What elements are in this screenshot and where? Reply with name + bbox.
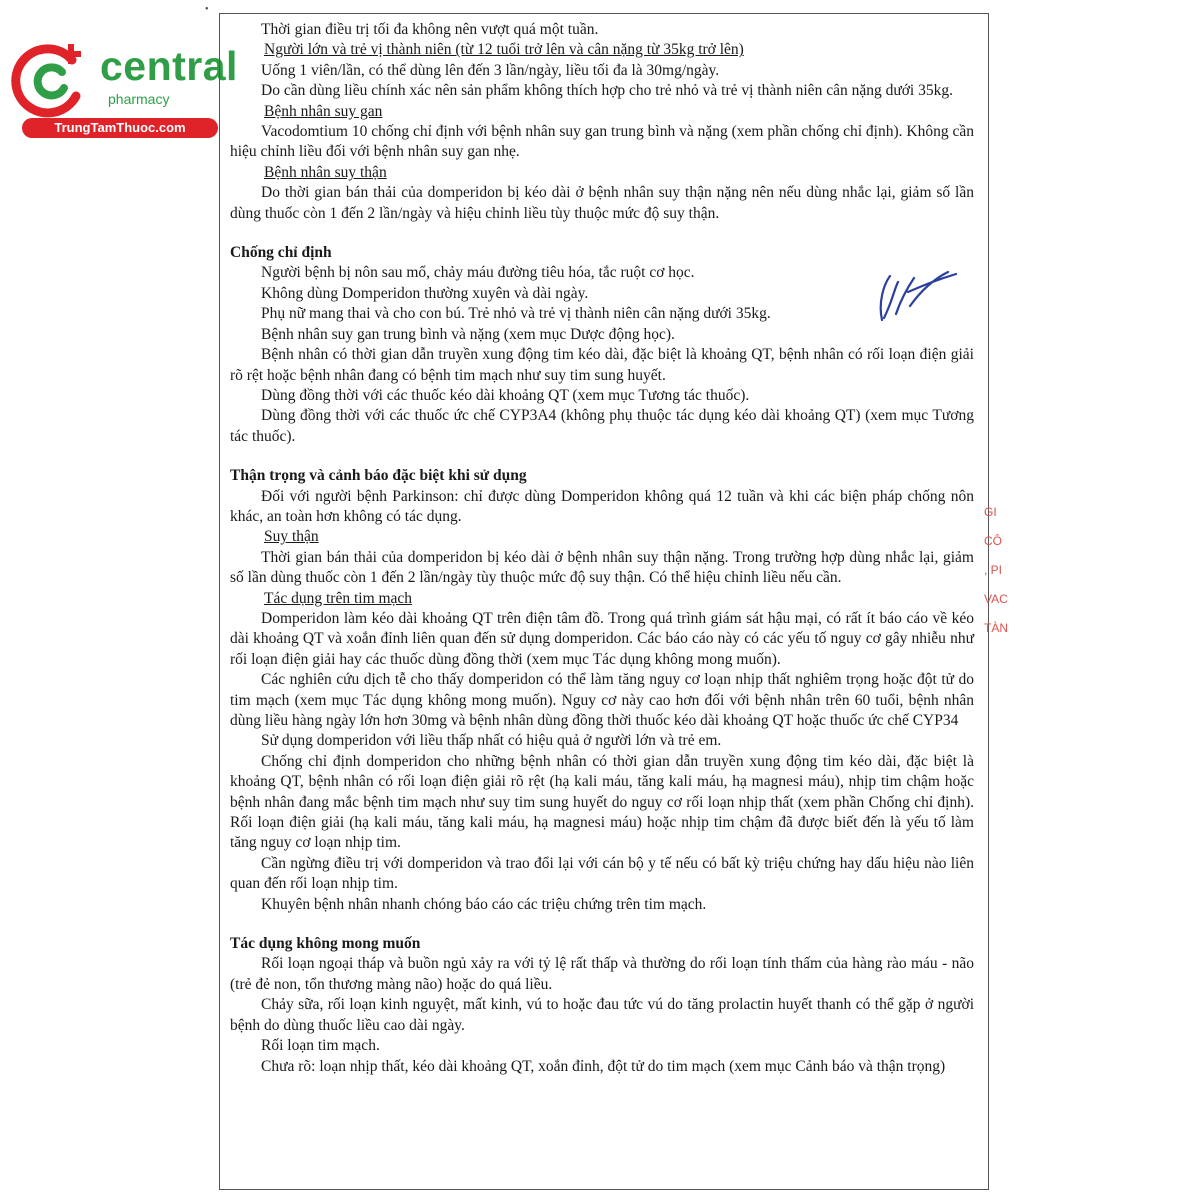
brand-subtitle: pharmacy (108, 91, 170, 107)
paragraph: Rối loạn tim mạch. (261, 1037, 380, 1055)
brand-name: central (100, 43, 238, 89)
paragraph: Do cần dùng liều chính xác nên sản phẩm không thích hợp cho trẻ nhỏ và trẻ vị thành niên cân nặng dưới 35kg. (261, 82, 953, 100)
stamp-fragment: VAC (984, 592, 1008, 606)
paragraph: Vacodomtium 10 chống chỉ định với bệnh nhân suy gan trung bình và nặng (xem phần chống chỉ định). Không cần hiệu chỉnh liều đối với bệnh nhân suy gan nhẹ. (230, 123, 974, 161)
scan-mark: • (205, 4, 209, 15)
paragraph: Dùng đồng thời với các thuốc kéo dài khoảng QT (xem mục Tương tác thuốc). (261, 386, 750, 404)
paragraph: Uống 1 viên/lần, có thể dùng lên đến 3 lần/ngày, liều tối đa là 30mg/ngày. (261, 61, 720, 79)
paragraph: Chảy sữa, rối loạn kinh nguyệt, mất kinh, vú to hoặc đau tức vú do tăng prolactin huyết thanh có thể gặp ở người bệnh do dùng thuốc liều cao dài ngày. (230, 996, 974, 1034)
red-stamp-edge (984, 498, 1012, 648)
paragraph: Người bệnh bị nôn sau mổ, chảy máu đường tiêu hóa, tắc ruột cơ học. (261, 264, 695, 282)
paragraph: Bệnh nhân suy gan trung bình và nặng (xem mục Dược động học). (261, 325, 675, 343)
paragraph: Dùng đồng thời với các thuốc ức chế CYP3A4 (không phụ thuộc tác dụng kéo dài khoảng QT) (xem mục Tương tác thuốc). (230, 407, 974, 445)
paragraph: Khuyên bệnh nhân nhanh chóng báo cáo các triệu chứng trên tim mạch. (261, 895, 707, 913)
paragraph: Thời gian bán thải của domperidon bị kéo dài ở bệnh nhân suy thận nặng. Trong trường hợp dùng nhắc lại, giảm số lần dùng thuốc còn 1 đến 2 lần/ngày tùy thuộc mức độ suy thận. Có thể hiệu chỉnh liều nếu cần. (230, 548, 974, 587)
paragraph: Sử dụng domperidon với liều thấp nhất có hiệu quả ở người lớn và trẻ em. (261, 732, 722, 750)
subsection-heading: Bệnh nhân suy thận (264, 163, 387, 181)
subsection-heading: Người lớn và trẻ vị thành niên (từ 12 tuổi trở lên và cân nặng từ 35kg trở lên) (264, 41, 744, 59)
paragraph: Không dùng Domperidon thường xuyên và dài ngày. (261, 284, 589, 302)
handwritten-signature-icon (870, 262, 960, 326)
stamp-fragment: GI (984, 505, 997, 519)
section-heading: Tác dụng không mong muốn (230, 935, 421, 953)
paragraph: Do thời gian bán thải của domperidon bị kéo dài ở bệnh nhân suy thận nặng nên nếu dùng nhắc lại, giảm số lần dùng thuốc còn 1 đến 2 lần/ngày và hiệu chỉnh liều tùy thuộc mức độ suy thận. (230, 184, 974, 222)
section-heading: Chống chỉ định (230, 244, 332, 262)
pharmacy-cross-icon (10, 38, 92, 120)
paragraph: Các nghiên cứu dịch tễ cho thấy domperidon có thể làm tăng nguy cơ loạn nhịp thất nghiêm trọng hoặc đột tử do tim mạch (xem mục Tác dụng không mong muốn). Nguy cơ này cao hơn đối với bệnh nhân trên 60 tuổi, bệnh nhân dùng liều hàng ngày lớn hơn 30mg và bệnh nhân dùng đồng thời thuốc kéo dài khoảng QT hoặc thuốc ức chế CYP34 (230, 671, 974, 729)
stamp-fragment: CÔ (984, 534, 1002, 548)
paragraph: Đối với người bệnh Parkinson: chỉ được dùng Domperidon không quá 12 tuần và khi các biện pháp chống nôn khác, an toàn hơn không có tác dụng. (230, 487, 974, 525)
document-body (230, 20, 974, 1077)
paragraph: Chưa rõ: loạn nhịp thất, kéo dài khoảng QT, xoắn đỉnh, đột tử do tim mạch (xem mục Cảnh báo và thận trọng) (261, 1057, 946, 1075)
paragraph: Cần ngừng điều trị với domperidon và trao đổi lại với cán bộ y tế nếu có bất kỳ triệu chứng hay dấu hiệu nào liên quan đến rối loạn nhịp tim. (230, 854, 974, 893)
subsection-heading: Bệnh nhân suy gan (264, 102, 383, 120)
section-heading: Thận trọng và cảnh báo đặc biệt khi sử dụng (230, 467, 527, 485)
subsection-heading: Suy thận (264, 528, 319, 546)
subsection-heading: Tác dụng trên tim mạch (264, 589, 413, 607)
paragraph: Bệnh nhân có thời gian dẫn truyền xung động tim kéo dài, đặc biệt là khoảng QT, bệnh nhân có rối loạn điện giải rõ rệt hoặc bệnh nhân đang có bệnh tim mạch như suy tim sung huyết. (230, 346, 974, 384)
paragraph: Thời gian điều trị tối đa không nên vượt quá một tuần. (261, 21, 599, 38)
paragraph: Phụ nữ mang thai và cho con bú. Trẻ nhỏ và trẻ vị thành niên cân nặng dưới 35kg. (261, 305, 771, 323)
brand-logo[interactable] (10, 38, 238, 138)
stamp-fragment: , PI (984, 563, 1003, 577)
brand-website-badge[interactable]: TrungTamThuoc.com (22, 118, 218, 138)
paragraph: Domperidon làm kéo dài khoảng QT trên điện tâm đồ. Trong quá trình giám sát hậu mại, có rất ít báo cáo về kéo dài khoảng QT và xoắn đỉnh liên quan đến sử dụng domperidon. Các báo cáo này có các yếu tố nguy cơ gây nhiễu như rối loạn điện giải hay các thuốc dùng đồng thời (xem mục Tác dụng không mong muốn). (230, 609, 974, 668)
paragraph: Rối loạn ngoại tháp và buồn ngủ xảy ra với tỷ lệ rất thấp và thường do rối loạn tính thấm của hàng rào máu - não (trẻ đẻ non, tổn thương màng não) hoặc do quá liều. (230, 955, 974, 993)
stamp-fragment: TÀN (984, 621, 1008, 635)
paragraph: Chống chỉ định domperidon cho những bệnh nhân có thời gian dẫn truyền xung động tim kéo dài, đặc biệt là khoảng QT, bệnh nhân có rối loạn điện giải rõ rệt (hạ kali máu, tăng kali máu, hạ magnesi máu), nhịp tim chậm hoặc bệnh nhân đang mắc bệnh tim mạch như suy tim sung huyết do nguy cơ rối loạn nhịp thất (xem phần Chống chỉ định). Rối loạn điện giải (hạ kali máu, tăng kali máu, hạ magnesi máu) hoặc nhịp tim chậm đã được biết đến là yếu tố làm tăng nguy cơ loạn nhịp tim. (230, 752, 974, 852)
